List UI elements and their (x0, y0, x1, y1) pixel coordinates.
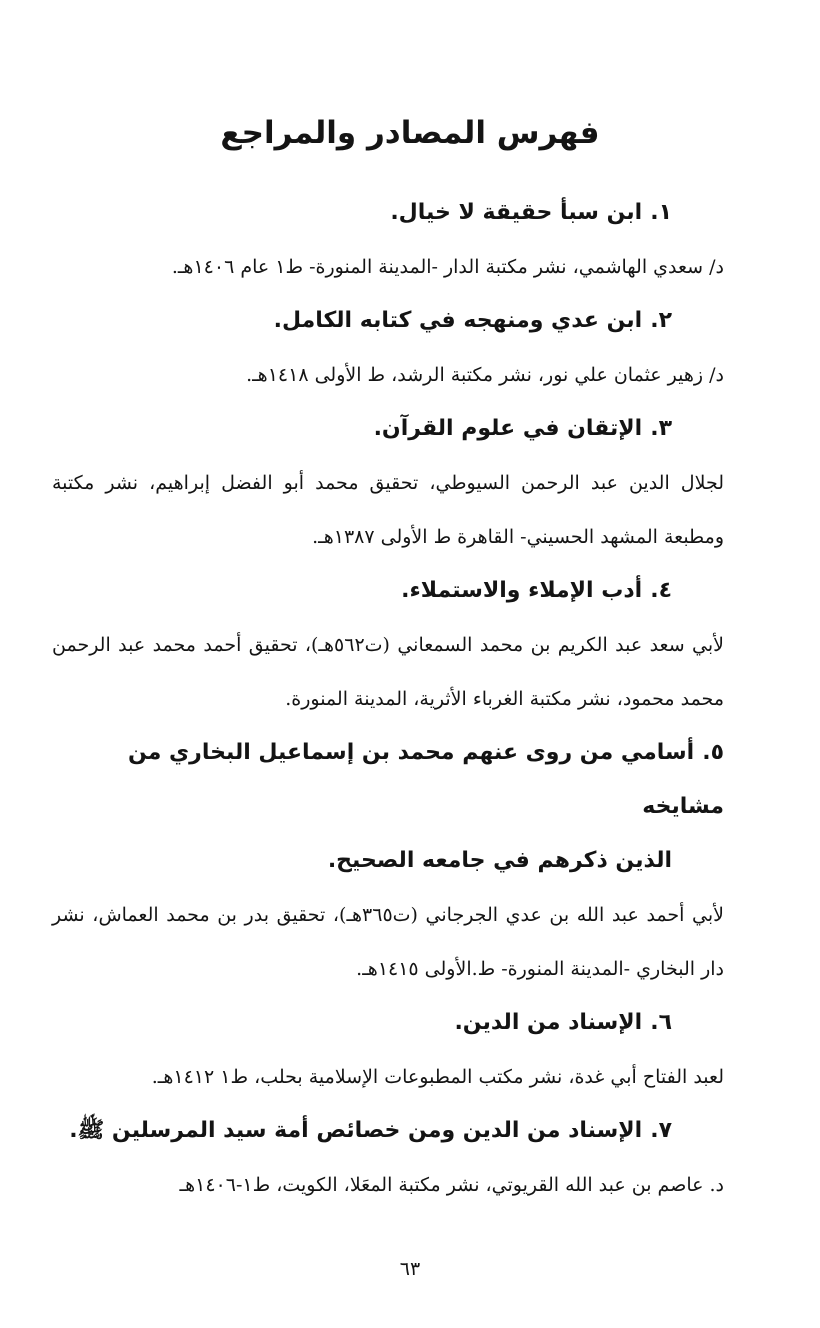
reference-entry-4 (52, 564, 724, 726)
reference-number: ٦. (650, 1010, 672, 1035)
reference-entry-2 (52, 294, 724, 402)
reference-details: لعبد الفتاح أبي غدة، نشر مكتب المطبوعات الإسلامية بحلب، ط١ ١٤١٢هـ. (151, 1066, 724, 1088)
page-number: ٦٣ (399, 1258, 421, 1280)
reference-title (52, 294, 724, 348)
reference-number: ٢. (650, 308, 672, 333)
reference-number: ١. (650, 200, 672, 225)
reference-details: د/ سعدي الهاشمي، نشر مكتبة الدار -المدينة المنورة- ط١ عام ١٤٠٦هـ. (171, 256, 724, 278)
reference-entry-5 (52, 726, 724, 996)
reference-title (52, 564, 724, 618)
reference-title-text: الإسناد من الدين ومن خصائص أمة سيد المرسلين ﷺ. (69, 1118, 643, 1143)
reference-number: ٤. (650, 578, 672, 603)
reference-number: ٣. (650, 416, 672, 441)
reference-title (52, 1104, 724, 1158)
reference-title (52, 996, 724, 1050)
reference-entry-3 (52, 402, 724, 564)
reference-number: ٥. (702, 740, 724, 765)
reference-entry-1 (52, 186, 724, 294)
reference-title-text: الإسناد من الدين. (454, 1010, 643, 1035)
page-title: فهرس المصادر والمراجع (220, 115, 600, 151)
reference-title-text: أسامي من روى عنهم محمد بن إسماعيل البخاري من مشايخه (127, 740, 724, 819)
reference-list (52, 186, 724, 1212)
reference-entry-6 (52, 996, 724, 1104)
reference-title-continuation: الذين ذكرهم في جامعه الصحيح. (327, 848, 672, 873)
reference-details: لأبي سعد عبد الكريم بن محمد السمعاني (ت٥٦٢هـ)، تحقيق أحمد محمد عبد الرحمن محمد محمود، نشر مكتبة الغرباء الأثرية، المدينة المنورة. (52, 634, 724, 710)
reference-title-text: ابن عدي ومنهجه في كتابه الكامل. (273, 308, 643, 333)
reference-entry-7 (52, 1104, 724, 1212)
reference-details: د/ زهير عثمان علي نور، نشر مكتبة الرشد، ط الأولى ١٤١٨هـ. (246, 364, 724, 386)
reference-details: لجلال الدين عبد الرحمن السيوطي، تحقيق محمد أبو الفضل إبراهيم، نشر مكتبة ومطبعة المشهد الحسيني- القاهرة ط الأولى ١٣٨٧هـ. (52, 472, 724, 548)
reference-title (52, 402, 724, 456)
reference-title-text: الإتقان في علوم القرآن. (373, 416, 643, 441)
reference-title-text: أدب الإملاء والاستملاء. (401, 578, 643, 603)
reference-details: لأبي أحمد عبد الله بن عدي الجرجاني (ت٣٦٥هـ)، تحقيق بدر بن محمد العماش، نشر دار البخاري -المدينة المنورة- ط.الأولى ١٤١٥هـ. (52, 904, 724, 980)
reference-details: د. عاصم بن عبد الله القريوتي، نشر مكتبة المعَلا، الكويت، ط١-١٤٠٦هـ (179, 1174, 724, 1196)
reference-title-text: ابن سبأ حقيقة لا خيال. (390, 200, 643, 225)
reference-number: ٧. (650, 1118, 672, 1143)
reference-title (52, 186, 724, 240)
reference-title (52, 726, 724, 888)
